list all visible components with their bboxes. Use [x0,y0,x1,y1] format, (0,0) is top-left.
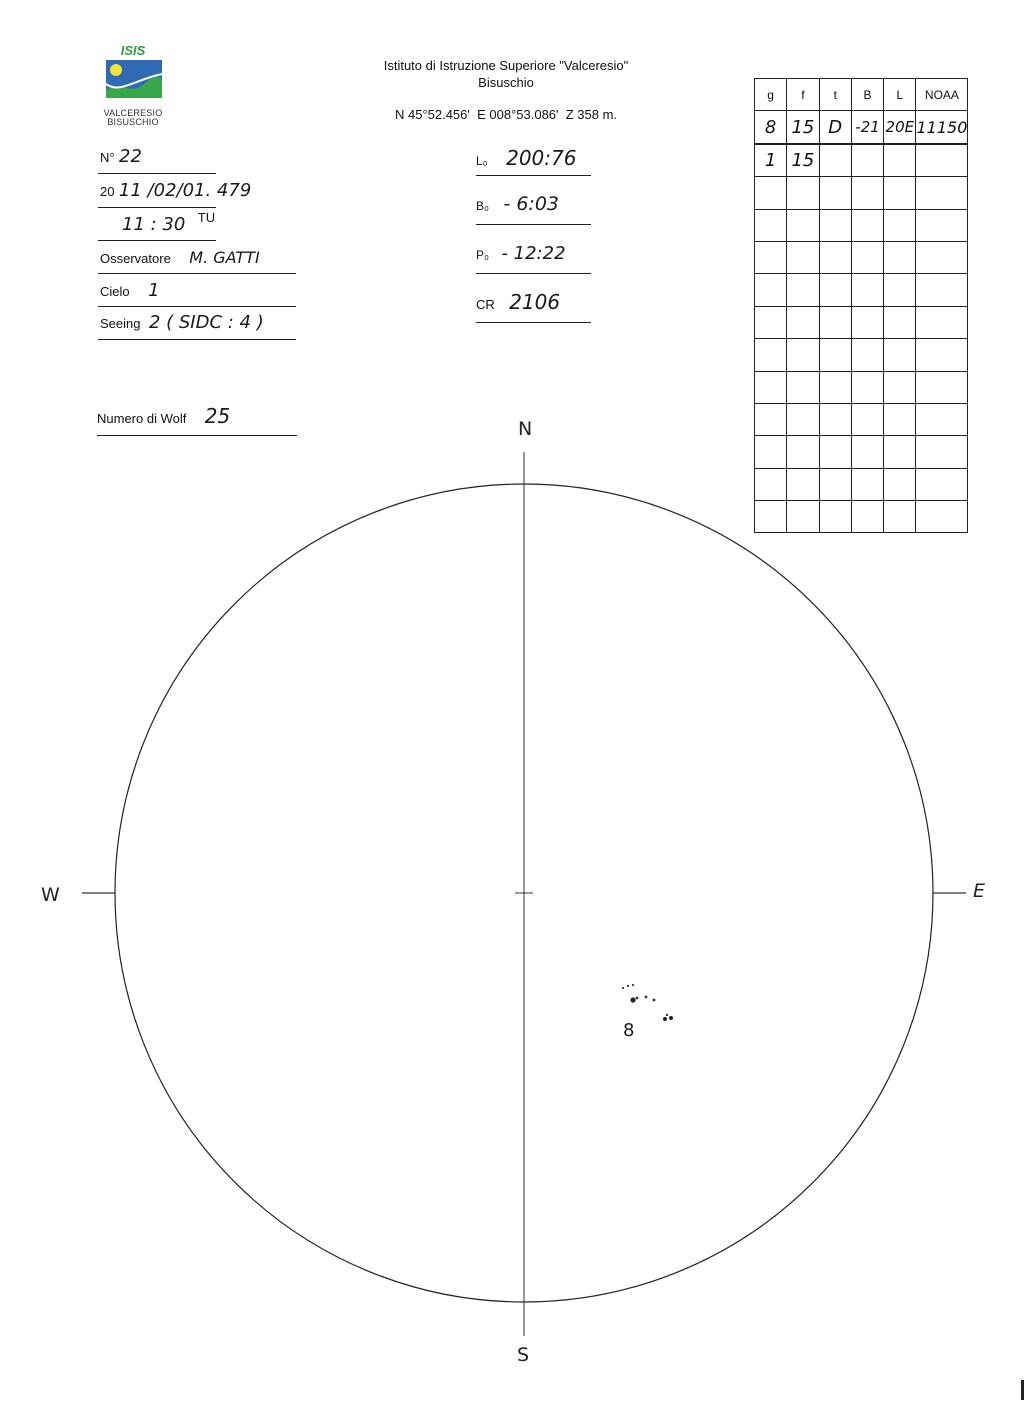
table-cell [851,209,883,241]
table-cell [787,209,819,241]
drawing-number-field [100,146,142,167]
table-cell [755,339,787,371]
p0-rule [476,273,591,274]
table-cell [787,339,819,371]
table-cell [819,371,851,403]
table-header-cell: NOAA [916,79,968,111]
date-rule [98,207,216,208]
table-cell [787,371,819,403]
sunspot-group-label: 8 [623,1020,635,1041]
table-cell [755,371,787,403]
sunspot [666,1014,668,1016]
table-cell [884,371,916,403]
logo-name-line1: VALCERESIO [103,108,163,118]
table-cell: 11150 [916,111,968,144]
table-cell [819,209,851,241]
time-suffix: TU [197,210,216,225]
table-cell [819,177,851,209]
table-header-cell: g [755,79,787,111]
table-cell [851,339,883,371]
sunspot [622,987,624,989]
observer-rule [98,273,296,274]
table-row [755,241,968,273]
observer-value: M. GATTI [189,248,260,267]
table-cell [787,241,819,273]
sky-label: Cielo [100,284,130,299]
sky-rule [98,306,296,307]
solar-disk-drawing [0,440,1024,1360]
sunspot [630,997,635,1002]
school-town: Bisuschio [478,75,534,90]
table-row [755,403,968,435]
table-cell [916,177,968,209]
observer-field [100,248,260,268]
table-cell [755,177,787,209]
seeing-field [100,312,264,333]
table-cell [884,306,916,338]
table-cell [755,241,787,273]
table-row [755,144,968,177]
table-cell [787,403,819,435]
seeing-rule [98,339,296,340]
cr-rule [476,322,591,323]
seeing-label: Seeing [100,316,141,331]
table-row [755,306,968,338]
sunspot [645,996,648,999]
table-header-cell: L [884,79,916,111]
table-cell [787,177,819,209]
table-cell [851,177,883,209]
sunspot-group-8 [622,984,673,1021]
table-cell: 15 [787,144,819,177]
table-cell [884,241,916,273]
table-cell: 20E [884,111,916,144]
drawing-number-label: N° [100,150,115,165]
b0-label: B₀ [476,199,489,213]
date-field [100,180,251,201]
wolf-number-value: 25 [204,404,231,428]
sunspot [636,997,639,1000]
wolf-number-label: Numero di Wolf [97,411,187,426]
table-cell [884,339,916,371]
wolf-number-field [97,404,230,428]
table-cell [884,177,916,209]
b0-field [476,193,559,215]
b0-rule [476,224,591,225]
logo-brand-text: ISIS [120,44,146,58]
school-name: Istituto di Istruzione Superiore "Valceresio" [383,58,629,73]
table-cell [819,339,851,371]
p0-label: P₀ [476,248,489,262]
table-cell [755,274,787,306]
table-cell [884,209,916,241]
table-row [755,177,968,209]
carrington-rotation-label: CR [476,297,495,312]
south-label: S [517,1344,530,1366]
sky-field [100,280,160,301]
sunspot [653,999,656,1002]
p0-field [476,243,566,264]
table-cell [755,403,787,435]
table-header-row [755,79,968,111]
table-cell [819,306,851,338]
logo-name-line2: BISUSCHIO [107,117,159,127]
sun-icon [110,64,122,76]
l0-rule [476,175,591,176]
table-cell [851,274,883,306]
sunspot [632,984,634,986]
table-cell [916,144,968,177]
table-row [755,339,968,371]
table-cell: 1 [755,144,787,177]
seeing-value: 2 ( SIDC : 4 ) [148,312,264,333]
date-value: 11 /02/01. 479 [118,180,252,201]
table-cell [851,371,883,403]
observatory-coordinates: N 45°52.456' E 008°53.086' Z 358 m. [394,107,618,122]
table-row [755,371,968,403]
table-cell [916,371,968,403]
table-cell: D [819,111,851,144]
sunspot [669,1016,673,1020]
table-cell [851,403,883,435]
sunspot [627,985,629,987]
table-cell [819,144,851,177]
east-label: E [973,880,986,902]
north-label: N [518,418,533,440]
table-row [755,111,968,144]
table-row [755,274,968,306]
sky-value: 1 [148,280,160,301]
table-header-cell: f [787,79,819,111]
l0-field [476,146,576,170]
number-rule [98,173,216,174]
table-cell [916,306,968,338]
table-cell [819,403,851,435]
time-field [122,210,216,235]
table-cell [787,274,819,306]
l0-label: L₀ [476,154,488,168]
p0-value: - 12:22 [501,243,566,264]
west-label: W [41,884,60,906]
carrington-rotation-field [476,290,560,314]
table-cell: 8 [755,111,787,144]
table-cell [851,144,883,177]
table-row [755,209,968,241]
drawing-number-value: 22 [119,146,142,167]
table-cell: 15 [787,111,819,144]
table-cell [884,144,916,177]
time-value: 11 : 30 [122,214,186,235]
sunspot [663,1017,667,1021]
wolf-rule [97,435,297,436]
table-cell [755,306,787,338]
table-cell [819,241,851,273]
table-cell [819,274,851,306]
date-prefix: 20 [100,184,115,199]
carrington-rotation-value: 2106 [509,290,561,314]
school-logo [100,44,166,127]
table-cell [851,241,883,273]
table-header-cell: B [851,79,883,111]
table-cell [916,274,968,306]
table-cell [916,339,968,371]
table-cell: -21 [851,111,883,144]
table-cell [755,209,787,241]
table-cell [916,209,968,241]
table-cell [884,403,916,435]
table-cell [787,306,819,338]
time-rule [98,240,216,241]
l0-value: 200:76 [506,146,577,170]
b0-value: - 6:03 [503,193,559,215]
table-cell [884,274,916,306]
table-header-cell: t [819,79,851,111]
table-cell [916,241,968,273]
observer-label: Osservatore [100,251,171,266]
table-cell [851,306,883,338]
logo-graphic [100,44,166,104]
table-cell [916,403,968,435]
